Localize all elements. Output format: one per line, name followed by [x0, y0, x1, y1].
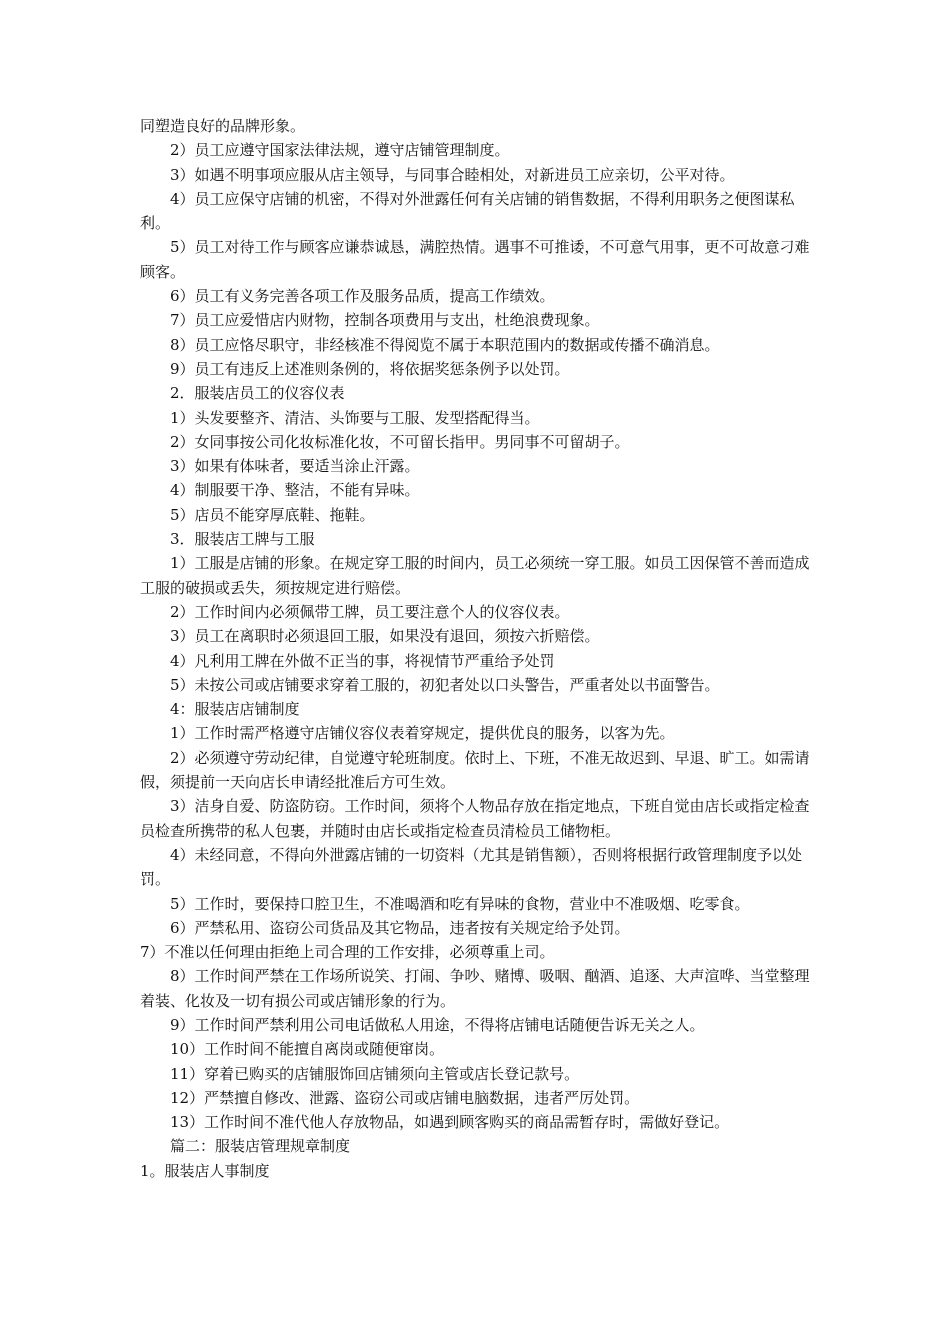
document-paragraph: 1）工服是店铺的形象。在规定穿工服的时间内，员工必须统一穿工服。如员工因保管不善而造成工服的破损或丢失，须按规定进行赔偿。: [140, 554, 810, 597]
document-paragraph: 5）员工对待工作与顾客应谦恭诚恳，满腔热情。遇事不可推诿，不可意气用事，更不可故意刁难顾客。: [140, 238, 810, 281]
document-paragraph: 2）工作时间内必须佩带工牌，员工要注意个人的仪容仪表。: [170, 602, 570, 621]
document-paragraph: 4：服装店店铺制度: [170, 700, 300, 719]
document-body: [140, 114, 815, 1183]
document-paragraph: 3）如遇不明事项应服从店主领导，与同事合睦相处，对新进员工应亲切，公平对待。: [170, 165, 735, 184]
document-paragraph: 4）员工应保守店铺的机密，不得对外泄露任何有关店铺的销售数据，不得利用职务之便图谋私利。: [140, 189, 795, 233]
document-paragraph: 10）工作时间不能擅自离岗或随便窜岗。: [170, 1040, 445, 1059]
document-paragraph: 1）工作时需严格遵守店铺仪容仪表着穿规定，提供优良的服务，以客为先。: [170, 724, 675, 743]
document-paragraph: 7）不准以任何理由拒绝上司合理的工作安排，必须尊重上司。: [140, 943, 555, 962]
document-paragraph: 2）必须遵守劳动纪律，自觉遵守轮班制度。依时上、下班，不准无故迟到、早退、旷工。如需请假，须提前一天向店长申请经批准后方可生效。: [140, 748, 810, 792]
document-paragraph: 4）凡利用工牌在外做不正当的事，将视情节严重给予处罚: [170, 651, 555, 670]
document-paragraph: 3．服装店工牌与工服: [170, 530, 315, 549]
document-paragraph: 1。服装店人事制度: [140, 1161, 270, 1180]
document-paragraph: 2．服装店员工的仪容仪表: [170, 384, 345, 403]
document-paragraph: 5）工作时，要保持口腔卫生，不准喝酒和吃有异味的食物，营业中不准吸烟、吃零食。: [170, 894, 750, 913]
document-paragraph: 8）员工应恪尽职守，非经核准不得阅览不属于本职范围内的数据或传播不确消息。: [170, 335, 720, 354]
document-paragraph: 4）未经同意，不得向外泄露店铺的一切资料（尤其是销售额），否则将根据行政管理制度予以处罚。: [140, 845, 803, 889]
document-paragraph: 篇二：服装店管理规章制度: [170, 1137, 351, 1156]
document-paragraph: 5）未按公司或店铺要求穿着工服的，初犯者处以口头警告，严重者处以书面警告。: [170, 675, 720, 694]
document-paragraph: 3）如果有体味者，要适当涂止汗露。: [170, 457, 420, 476]
document-paragraph: 2）女同事按公司化妆标准化妆，不可留长指甲。男同事不可留胡子。: [170, 432, 630, 451]
document-paragraph: 12）严禁擅自修改、泄露、盗窃公司或店铺电脑数据，违者严厉处罚。: [170, 1088, 640, 1107]
document-paragraph: 9）工作时间严禁利用公司电话做私人用途，不得将店铺电话随便告诉无关之人。: [170, 1015, 705, 1034]
document-paragraph: 4）制服要干净、整洁，不能有异味。: [170, 481, 420, 500]
document-paragraph: 6）员工有义务完善各项工作及服务品质，提高工作绩效。: [170, 287, 555, 306]
document-paragraph: 9）员工有违反上述准则条例的，将依据奖惩条例予以处罚。: [170, 359, 570, 378]
document-paragraph: 7）员工应爱惜店内财物，控制各项费用与支出，杜绝浪费现象。: [170, 311, 600, 330]
document-paragraph: 3）洁身自爱、防盗防窃。工作时间，须将个人物品存放在指定地点，下班自觉由店长或指定检查员检查所携带的私人包裹，并随时由店长或指定检查员清检员工储物柜。: [140, 797, 810, 840]
document-paragraph: 5）店员不能穿厚底鞋、拖鞋。: [170, 505, 375, 524]
document-paragraph: 1）头发要整齐、清洁、头饰要与工服、发型搭配得当。: [170, 408, 540, 427]
document-paragraph: 11）穿着已购买的店铺服饰回店铺须向主管或店长登记款号。: [170, 1064, 580, 1083]
document-paragraph: 13）工作时间不准代他人存放物品，如遇到顾客购买的商品需暂存时，需做好登记。: [170, 1113, 730, 1132]
document-paragraph: 6）严禁私用、盗窃公司货品及其它物品，违者按有关规定给予处罚。: [170, 918, 630, 937]
document-paragraph: 同塑造良好的品牌形象。: [140, 117, 306, 135]
document-paragraph: 8）工作时间严禁在工作场所说笑、打闹、争吵、赌博、吸咽、酗酒、追逐、大声渲哗、当堂整理着装、化妆及一切有损公司或店铺形象的行为。: [140, 967, 810, 1010]
document-paragraph: 2）员工应遵守国家法律法规，遵守店铺管理制度。: [170, 141, 510, 160]
document-paragraph: 3）员工在离职时必须退回工服，如果没有退回，须按六折赔偿。: [170, 627, 600, 646]
